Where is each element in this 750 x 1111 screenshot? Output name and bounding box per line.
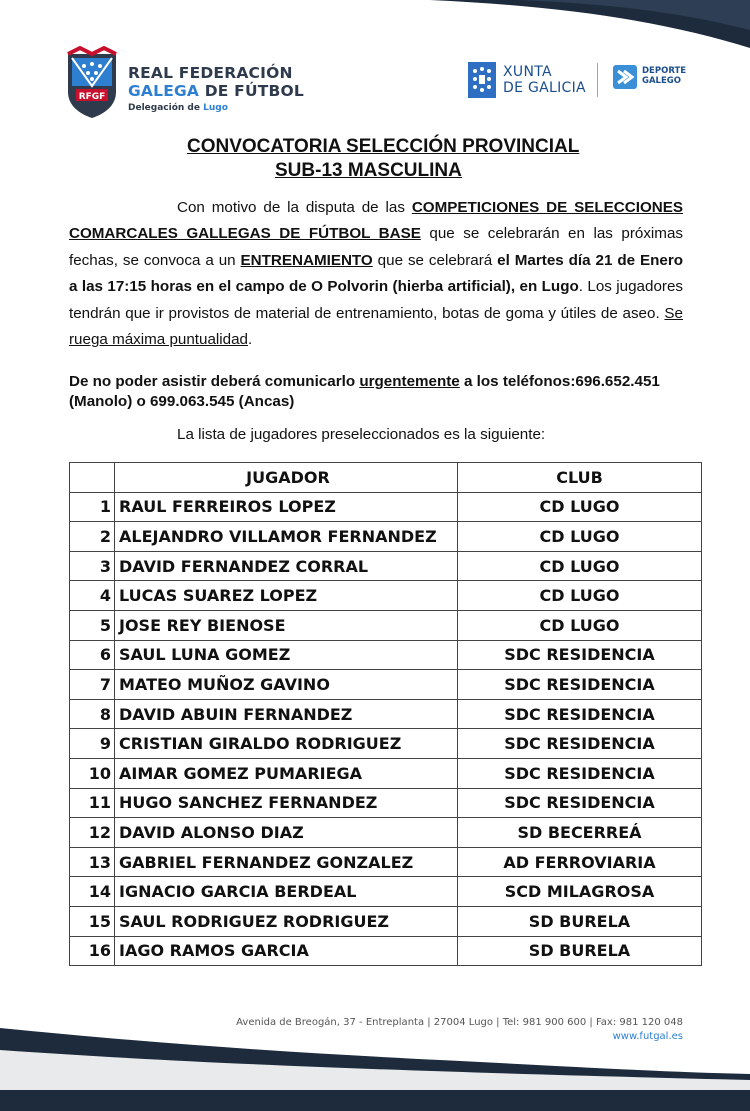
table-row	[70, 729, 702, 759]
player-name: AIMAR GOMEZ PUMARIEGA	[115, 758, 458, 788]
p1-text-c: que se celebrará	[372, 251, 498, 269]
player-name: SAUL RODRIGUEZ RODRIGUEZ	[115, 906, 458, 936]
table-row	[70, 551, 702, 581]
p1-competitions: COMPETICIONES DE SELECCIONES COMARCALES GALLEGAS DE FÚTBOL BASE	[69, 199, 683, 243]
p2-text-b: a los teléfonos:696.652.451 (Manolo) o 699.063.545 (Ancas)	[69, 373, 660, 410]
player-number: 6	[70, 640, 115, 670]
rfgf-delegacion	[128, 103, 304, 113]
table-header-row	[70, 463, 702, 493]
table-row	[70, 581, 702, 611]
footer-website-link[interactable]: www.futgal.es	[612, 1031, 683, 1042]
table-row	[70, 847, 702, 877]
player-name: IGNACIO GARCIA BERDEAL	[115, 877, 458, 907]
player-club: SDC RESIDENCIA	[458, 640, 702, 670]
rfgf-line1: REAL FEDERACIÓN	[128, 64, 293, 82]
player-number: 4	[70, 581, 115, 611]
convocation-paragraph	[69, 195, 683, 353]
rfgf-delegacion-city: Lugo	[203, 103, 228, 113]
table-row	[70, 906, 702, 936]
p1-text-e: .	[248, 331, 253, 349]
xunta-line2: DE GALICIA	[503, 80, 586, 96]
table-row	[70, 936, 702, 966]
player-club: AD FERROVIARIA	[458, 847, 702, 877]
player-club: SDC RESIDENCIA	[458, 699, 702, 729]
table-row	[70, 818, 702, 848]
player-name: GABRIEL FERNANDEZ GONZALEZ	[115, 847, 458, 877]
player-club: SDC RESIDENCIA	[458, 670, 702, 700]
table-row	[70, 877, 702, 907]
player-number: 5	[70, 610, 115, 640]
player-name: ALEJANDRO VILLAMOR FERNANDEZ	[115, 522, 458, 552]
player-number: 10	[70, 758, 115, 788]
list-intro: La lista de jugadores preseleccionados es la siguiente:	[177, 426, 546, 443]
p2-text-a: De no poder asistir deberá comunicarlo	[69, 373, 360, 390]
logo-separator	[597, 63, 598, 97]
player-number: 8	[70, 699, 115, 729]
deporte-galego-name	[642, 66, 686, 86]
player-club: CD LUGO	[458, 581, 702, 611]
document-title: CONVOCATORIA SELECCIÓN PROVINCIAL	[187, 136, 580, 157]
player-name: DAVID ABUIN FERNANDEZ	[115, 699, 458, 729]
p1-training: ENTRENAMIENTO	[240, 251, 373, 269]
xunta-line1: XUNTA	[503, 64, 552, 80]
player-number: 14	[70, 877, 115, 907]
player-name: HUGO SANCHEZ FERNANDEZ	[115, 788, 458, 818]
table-row	[70, 758, 702, 788]
player-number: 11	[70, 788, 115, 818]
table-row	[70, 522, 702, 552]
p2-urgent: urgentemente	[359, 373, 460, 390]
player-number: 1	[70, 492, 115, 522]
p1-date-place: el Martes día 21 de Enero a las 17:15 horas en el campo de O Polvorin (hierba artificial), en Lugo	[69, 251, 684, 296]
player-club: SDC RESIDENCIA	[458, 788, 702, 818]
player-club: CD LUGO	[458, 610, 702, 640]
player-number: 9	[70, 729, 115, 759]
player-number: 13	[70, 847, 115, 877]
contact-paragraph	[69, 372, 689, 412]
deporte-galego-icon	[613, 65, 637, 89]
player-club: SD BECERREÁ	[458, 818, 702, 848]
xunta-emblem-icon	[468, 62, 496, 98]
bottom-decorative-swoosh	[0, 1020, 750, 1111]
header-number	[70, 463, 115, 493]
player-number: 12	[70, 818, 115, 848]
p1-text-d: . Los jugadores tendrán que ir provistos de material de entrenamiento, botas de goma y útiles de aseo.	[69, 278, 683, 322]
header-player: JUGADOR	[115, 463, 458, 493]
table-row	[70, 640, 702, 670]
rfgf-line2-galega: GALEGA	[128, 82, 200, 100]
player-club: CD LUGO	[458, 522, 702, 552]
rfgf-line2-rest: DE FÚTBOL	[199, 82, 304, 100]
rfgf-badge-text: RFGF	[78, 92, 106, 102]
xunta-name	[503, 64, 586, 96]
player-name: MATEO MUÑOZ GAVINO	[115, 670, 458, 700]
deporte-line1: DEPORTE	[642, 66, 687, 76]
player-club: SD BURELA	[458, 906, 702, 936]
player-name: JOSE REY BIENOSE	[115, 610, 458, 640]
player-name: DAVID ALONSO DIAZ	[115, 818, 458, 848]
table-row	[70, 492, 702, 522]
table-row	[70, 670, 702, 700]
players-table	[69, 462, 702, 966]
p1-text-a: Con motivo de la disputa de las	[177, 199, 412, 216]
rfgf-name-block	[128, 64, 304, 113]
player-number: 7	[70, 670, 115, 700]
document-subtitle: SUB-13 MASCULINA	[275, 160, 462, 181]
p1-text-b: que se celebrarán en las próximas fechas, se convoca a un	[69, 225, 683, 269]
player-name: CRISTIAN GIRALDO RODRIGUEZ	[115, 729, 458, 759]
player-number: 16	[70, 936, 115, 966]
player-club: SCD MILAGROSA	[458, 877, 702, 907]
player-name: RAUL FERREIROS LOPEZ	[115, 492, 458, 522]
player-club: CD LUGO	[458, 492, 702, 522]
player-number: 15	[70, 906, 115, 936]
player-club: SD BURELA	[458, 936, 702, 966]
player-number: 3	[70, 551, 115, 581]
player-name: SAUL LUNA GOMEZ	[115, 640, 458, 670]
player-name: IAGO RAMOS GARCIA	[115, 936, 458, 966]
table-row	[70, 788, 702, 818]
p1-punctuality: Se ruega máxima puntualidad	[69, 304, 683, 349]
player-name: LUCAS SUAREZ LOPEZ	[115, 581, 458, 611]
rfgf-shield-logo	[64, 46, 120, 120]
deporte-line2: GALEGO	[642, 76, 681, 86]
table-row	[70, 610, 702, 640]
player-club: CD LUGO	[458, 551, 702, 581]
player-club: SDC RESIDENCIA	[458, 729, 702, 759]
player-number: 2	[70, 522, 115, 552]
rfgf-line2	[128, 82, 304, 100]
player-name: DAVID FERNANDEZ CORRAL	[115, 551, 458, 581]
header-club: CLUB	[458, 463, 702, 493]
footer-address: Avenida de Breogán, 37 - Entreplanta | 27004 Lugo | Tel: 981 900 600 | Fax: 981 120 048	[236, 1017, 683, 1028]
player-club: SDC RESIDENCIA	[458, 758, 702, 788]
rfgf-delegacion-label: Delegación de	[128, 103, 204, 113]
table-row	[70, 699, 702, 729]
